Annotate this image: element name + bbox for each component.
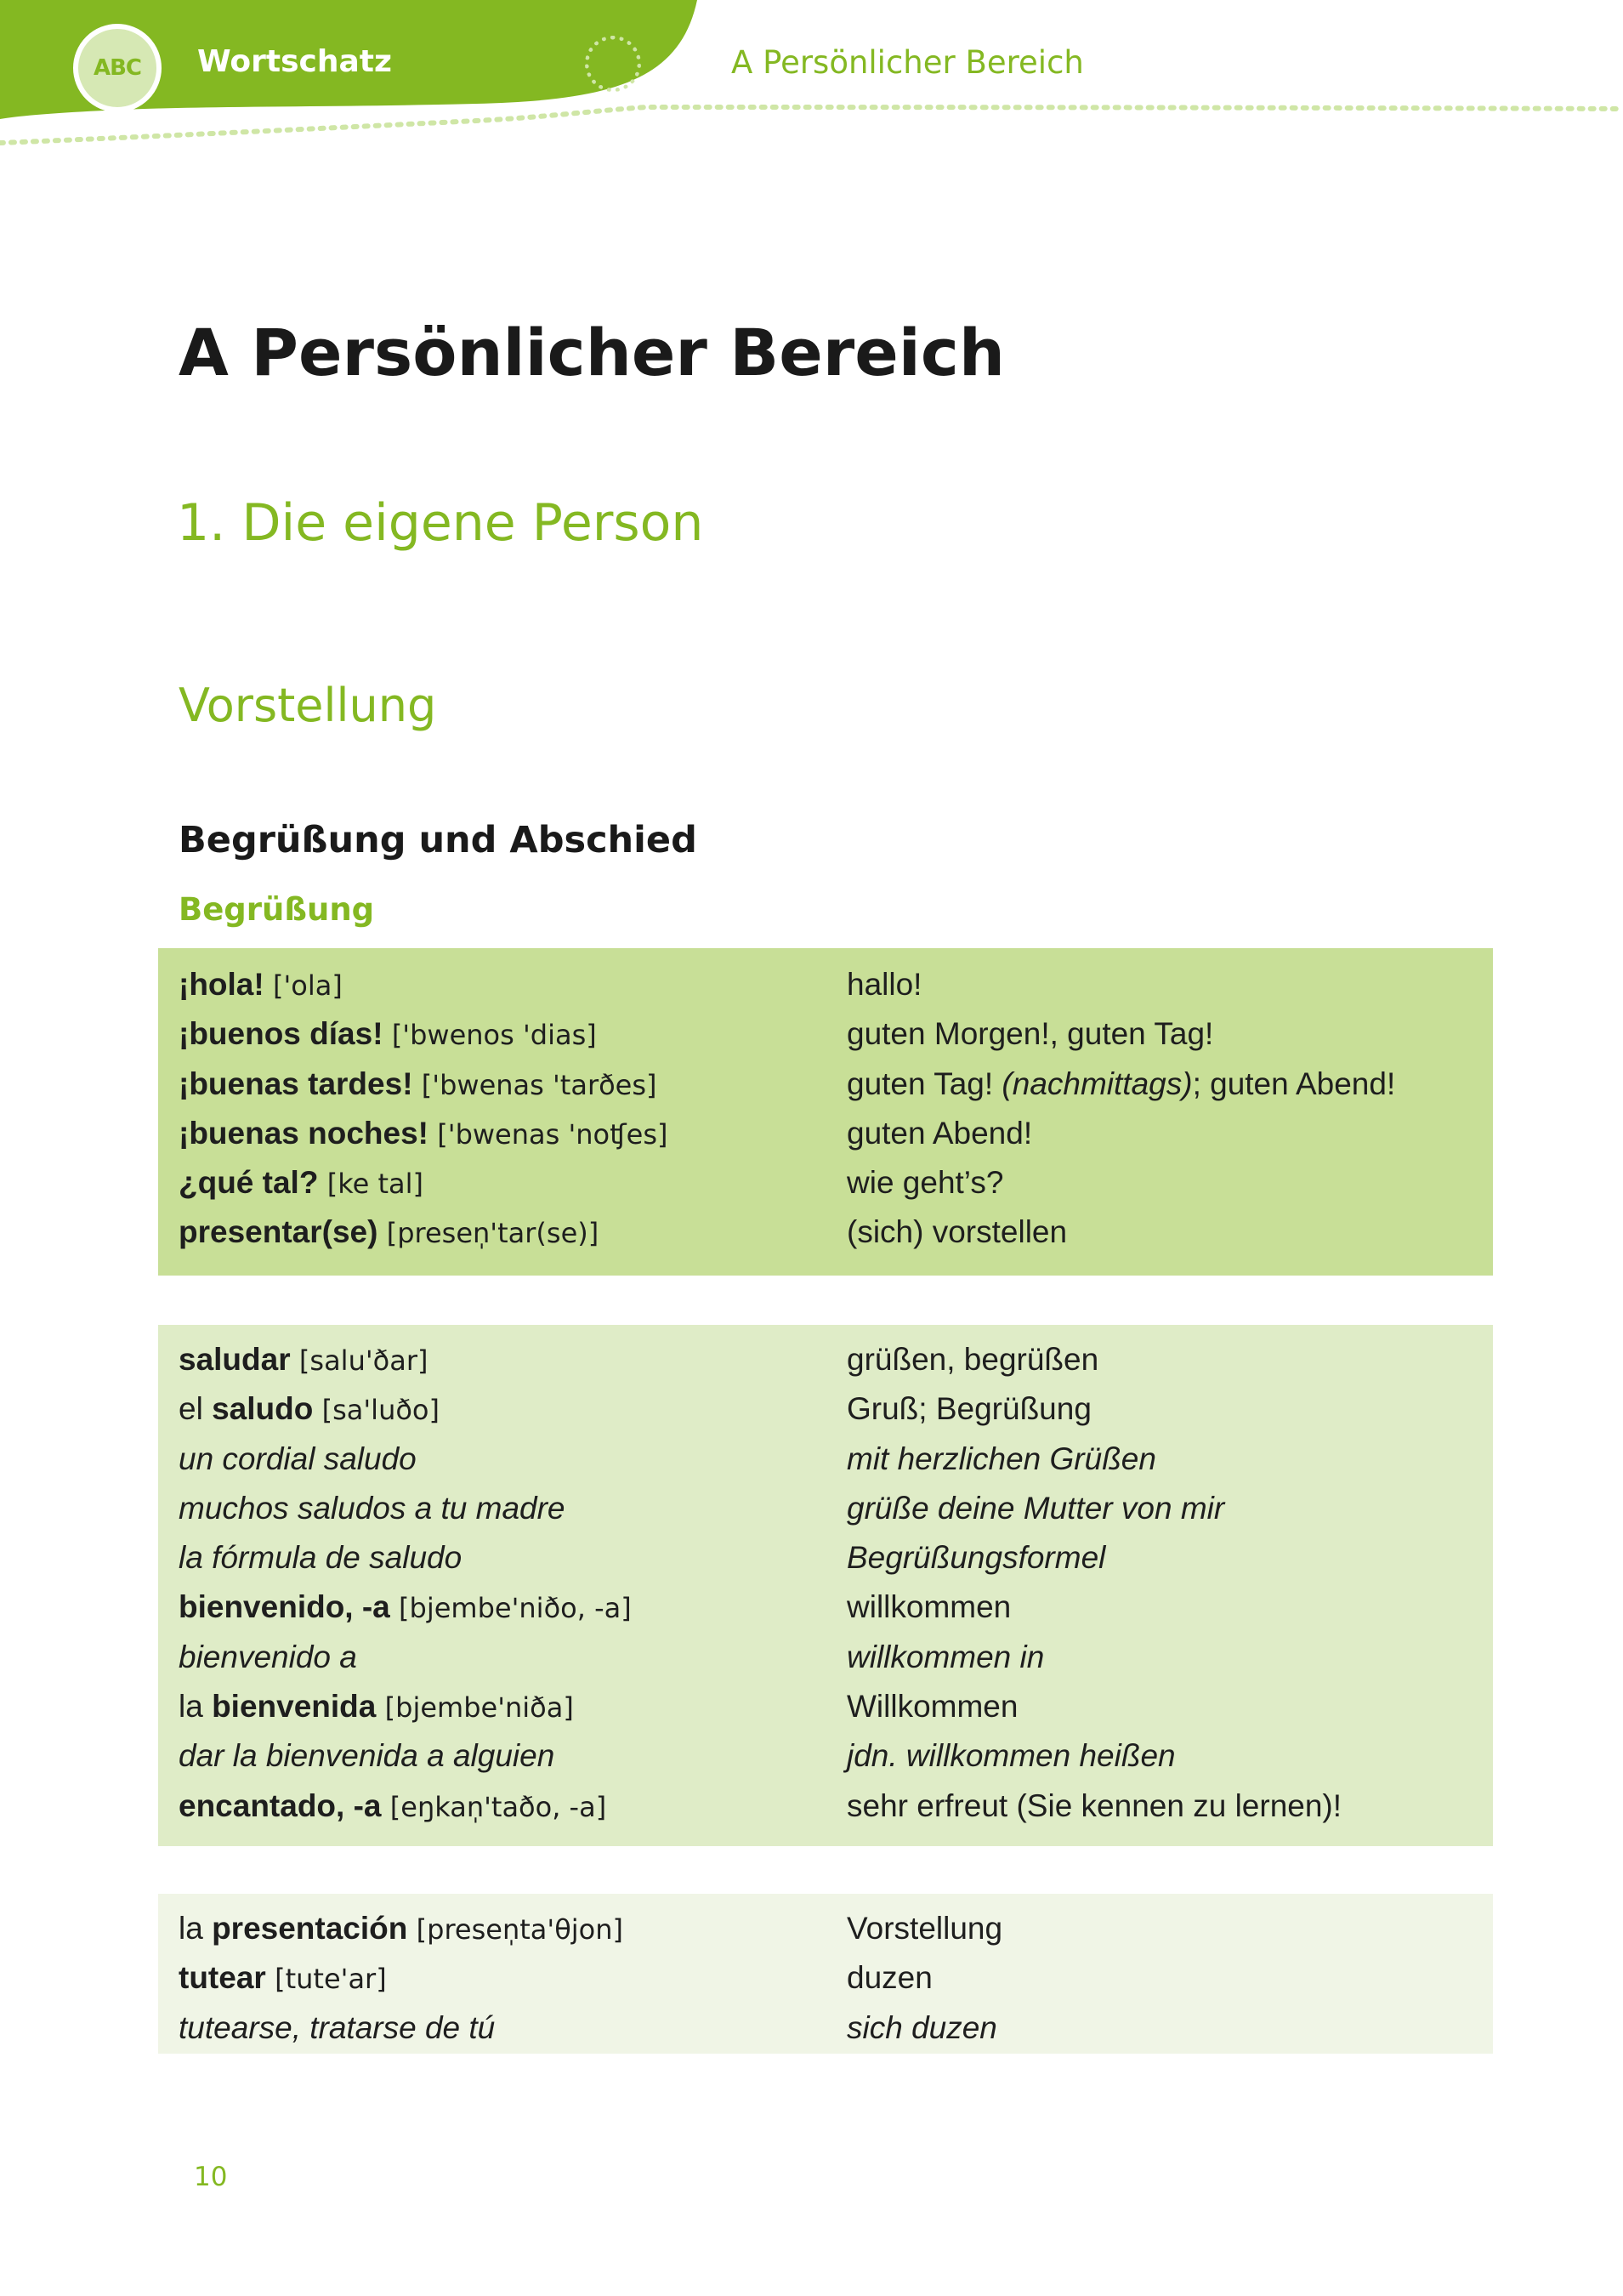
spanish-example: bienvenido a: [179, 1639, 357, 1674]
spanish-term: ¡buenas tardes! ['bwenas 'tarðes]: [179, 1066, 657, 1101]
german-translation: Vorstellung: [847, 1911, 1003, 1946]
chapter-heading: 1. Die eigene Person: [177, 493, 704, 553]
german-translation: guten Tag! (nachmittags); guten Abend!: [847, 1066, 1396, 1101]
german-translation: duzen: [847, 1960, 933, 1996]
spanish-term: ¡buenas noches! ['bwenas 'noʧes]: [179, 1115, 668, 1151]
german-translation: willkommen: [847, 1589, 1012, 1625]
vocab-row: [179, 1533, 1493, 1583]
vocab-row: [179, 1904, 1493, 1953]
vocab-row: [179, 2003, 1493, 2053]
spanish-term: la presentación [presen̩ta'θjon]: [179, 1911, 623, 1946]
vocab-row: [179, 1484, 1493, 1533]
german-translation: Willkommen: [847, 1689, 1019, 1725]
spanish-term: presentar(se) [presen̩'tar(se)]: [179, 1214, 599, 1250]
german-translation: guten Abend!: [847, 1115, 1033, 1151]
spanish-example: muchos saludos a tu madre: [179, 1490, 565, 1526]
dotted-circle-icon: [585, 36, 641, 92]
header-banner: [0, 0, 1623, 170]
spanish-example: tutearse, tratarse de tú: [179, 2009, 496, 2045]
spanish-term: saludar [salu'ðar]: [179, 1342, 428, 1377]
german-translation: sehr erfreut (Sie kennen zu lernen)!: [847, 1787, 1342, 1823]
subsubsection-heading: Begrüßung: [179, 891, 375, 928]
vocab-row: [179, 1953, 1493, 2003]
page-header: [0, 0, 1623, 170]
vocab-row: [179, 1109, 1493, 1158]
german-example: jdn. willkommen heißen: [847, 1738, 1176, 1774]
section-heading: Vorstellung: [179, 679, 437, 732]
running-head: A Persönlicher Bereich: [731, 44, 1084, 81]
subsection-heading: Begrüßung und Abschied: [179, 819, 697, 861]
vocab-row: [179, 1731, 1493, 1781]
section-label: Wortschatz: [197, 44, 392, 79]
vocab-row: [179, 1158, 1493, 1208]
vocab-box-presentation: [158, 1894, 1493, 2054]
vocab-row: [179, 1583, 1493, 1632]
abc-badge-text: ABC: [93, 55, 142, 81]
german-example: Begrüßungsformel: [847, 1540, 1106, 1576]
abc-badge-icon: [73, 24, 162, 112]
spanish-example: dar la bienvenida a alguien: [179, 1738, 555, 1774]
spanish-term: tutear [tute'ar]: [179, 1960, 387, 1996]
spanish-term: bienvenido, -a [bjembe'niðo, -a]: [179, 1589, 632, 1625]
vocab-row: [179, 960, 1493, 1009]
vocab-box-greetings: [158, 948, 1493, 1276]
german-example: willkommen in: [847, 1639, 1045, 1674]
spanish-term: ¡hola! ['ola]: [179, 967, 343, 1002]
spanish-term: la bienvenida [bjembe'niða]: [179, 1689, 574, 1725]
vocab-row: [179, 1782, 1493, 1831]
vocab-box-saludo: [158, 1325, 1493, 1846]
vocab-row: [179, 1384, 1493, 1434]
german-translation: hallo!: [847, 967, 922, 1002]
german-translation: grüßen, begrüßen: [847, 1342, 1099, 1377]
vocab-row: [179, 1682, 1493, 1731]
german-example: grüße deine Mutter von mir: [847, 1490, 1225, 1526]
spanish-term: ¡buenos días! ['bwenos 'dias]: [179, 1016, 597, 1052]
spanish-example: un cordial saludo: [179, 1441, 417, 1476]
vocab-row: [179, 1009, 1493, 1059]
german-example: mit herzlichen Grüßen: [847, 1441, 1156, 1476]
german-example: sich duzen: [847, 2009, 997, 2045]
vocab-row: [179, 1208, 1493, 1257]
page-number: 10: [194, 2162, 228, 2192]
spanish-term: encantado, -a [eŋkan̩'taðo, -a]: [179, 1787, 607, 1823]
german-translation: Gruß; Begrüßung: [847, 1391, 1092, 1427]
vocab-row: [179, 1060, 1493, 1109]
spanish-term: el saludo [sa'luðo]: [179, 1391, 440, 1427]
page-title: A Persönlicher Bereich: [179, 315, 1006, 390]
german-translation: wie geht’s?: [847, 1165, 1004, 1201]
spanish-example: la fórmula de saludo: [179, 1540, 462, 1576]
spanish-term: ¿qué tal? [ke tal]: [179, 1165, 423, 1201]
german-translation: guten Morgen!, guten Tag!: [847, 1016, 1214, 1052]
vocab-row: [179, 1435, 1493, 1484]
vocab-row: [179, 1335, 1493, 1384]
german-translation: (sich) vorstellen: [847, 1214, 1068, 1250]
vocab-row: [179, 1633, 1493, 1682]
